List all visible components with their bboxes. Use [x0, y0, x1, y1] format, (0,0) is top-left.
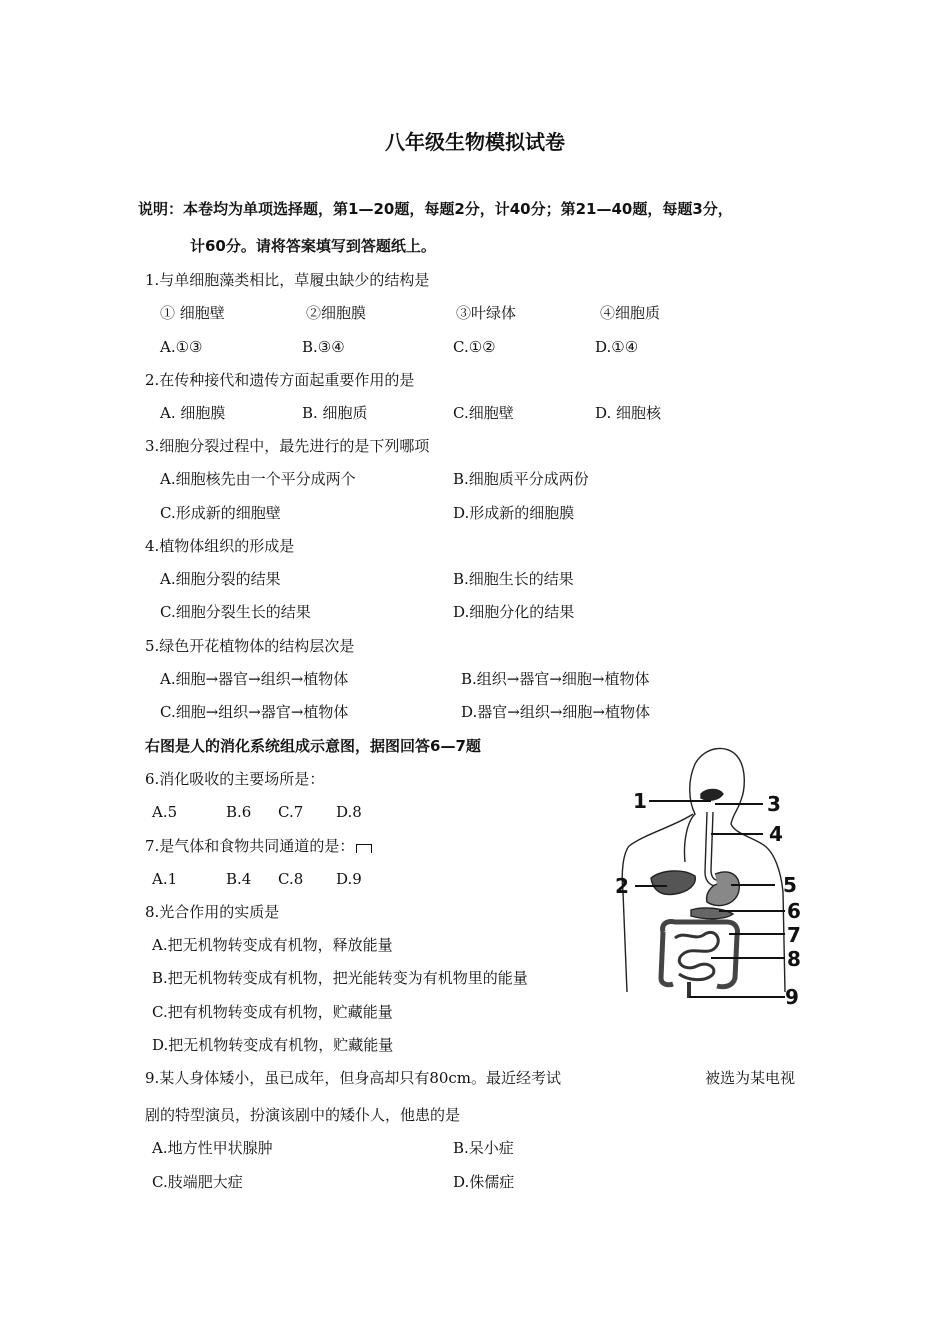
q7-stem-text: 7.是气体和食物共同通道的是：: [145, 837, 355, 855]
liver: [651, 871, 695, 895]
diagram-label: 5: [783, 873, 797, 897]
pharynx: [701, 790, 723, 801]
q1-option-a: A.①③: [160, 338, 203, 356]
diagram-label: 1: [633, 789, 647, 813]
q1-stem: 1.与单细胞藻类相比，草履虫缺少的结构是: [145, 271, 430, 289]
pancreas: [691, 908, 733, 919]
q4-option-a: A.细胞分裂的结果: [160, 570, 281, 588]
q1-item: ③叶绿体: [456, 304, 517, 322]
q2-option-c: C.细胞壁: [453, 404, 514, 422]
q3-option-c: C.形成新的细胞壁: [160, 504, 281, 522]
q1-option-b: B.③④: [302, 338, 345, 356]
large-intestine: [663, 921, 738, 986]
q9-option-d: D.侏儒症: [453, 1173, 515, 1191]
q7-option-c: C.8: [278, 870, 304, 888]
q8-option-b: B.把无机物转变成有机物，把光能转变为有机物里的能量: [152, 969, 528, 987]
q1-item: ① 细胞壁: [160, 304, 225, 322]
q3-option-a: A.细胞核先由一个平分成两个: [160, 470, 356, 488]
q1-item: ④细胞质: [600, 304, 661, 322]
small-intestine: [675, 932, 718, 979]
q3-option-b: B.细胞质平分成两份: [453, 470, 589, 488]
answer-blank: [356, 844, 372, 853]
q5-option-b: B.组织→器官→细胞→植物体: [461, 670, 650, 688]
q2-option-b: B. 细胞质: [302, 404, 368, 422]
q4-option-b: B.细胞生长的结果: [453, 570, 574, 588]
q4-option-d: D.细胞分化的结果: [453, 603, 575, 621]
digestive-system-diagram: [615, 742, 815, 1012]
diagram-label: 3: [767, 792, 781, 816]
q5-option-c: C.细胞→组织→器官→植物体: [160, 703, 349, 721]
figure-note: 右图是人的消化系统组成示意图，据图回答6—7题: [145, 737, 481, 755]
q2-stem: 2.在传种接代和遗传方面起重要作用的是: [145, 371, 415, 389]
q9-option-a: A.地方性甲状腺肿: [152, 1139, 273, 1157]
diagram-label: 7: [787, 923, 801, 947]
q1-option-c: C.①②: [453, 338, 496, 356]
diagram-label: 9: [785, 985, 799, 1009]
q6-option-a: A.5: [152, 803, 178, 821]
q6-option-d: D.8: [336, 803, 362, 821]
q8-option-a: A.把无机物转变成有机物，释放能量: [152, 936, 393, 954]
diagram-label: 4: [769, 822, 783, 846]
q8-stem: 8.光合作用的实质是: [145, 903, 280, 921]
stomach: [707, 872, 740, 906]
q9-stem-part-3: 剧的特型演员，扮演该剧中的矮仆人，他患的是: [145, 1106, 461, 1124]
q7-option-b: B.4: [226, 870, 252, 888]
diagram-label: 6: [787, 899, 801, 923]
q9-stem-part-2: 被选为某电视: [705, 1069, 796, 1087]
page-title: 八年级生物模拟试卷: [385, 130, 565, 154]
q7-option-d: D.9: [336, 870, 362, 888]
q4-stem: 4.植物体组织的形成是: [145, 537, 295, 555]
instructions-line-2: 计60分。请将答案填写到答题纸上。: [190, 237, 436, 255]
q7-option-a: A.1: [152, 870, 178, 888]
diagram-label: 2: [615, 874, 629, 898]
instructions-line-1: 说明：本卷均为单项选择题，第1—20题，每题2分，计40分；第21—40题，每题3分，: [138, 200, 733, 218]
q2-option-a: A. 细胞膜: [160, 404, 226, 422]
q2-option-d: D. 细胞核: [595, 404, 662, 422]
q9-stem-part-1: 9.某人身体矮小，虽已成年，但身高却只有80cm。最近经考试: [145, 1069, 562, 1087]
q3-stem: 3.细胞分裂过程中，最先进行的是下列哪项: [145, 437, 430, 455]
q6-stem: 6.消化吸收的主要场所是：: [145, 770, 325, 788]
diagram-label: 8: [787, 947, 801, 971]
q5-option-d: D.器官→组织→细胞→植物体: [461, 703, 650, 721]
q6-option-c: C.7: [278, 803, 304, 821]
q1-item: ②细胞膜: [306, 304, 367, 322]
q8-option-d: D.把无机物转变成有机物，贮藏能量: [152, 1036, 394, 1054]
q5-option-a: A.细胞→器官→组织→植物体: [160, 670, 349, 688]
q9-option-b: B.呆小症: [453, 1139, 514, 1157]
q4-option-c: C.细胞分裂生长的结果: [160, 603, 311, 621]
q1-option-d: D.①④: [595, 338, 639, 356]
q6-option-b: B.6: [226, 803, 252, 821]
q7-stem: [145, 836, 372, 856]
q8-option-c: C.把有机物转变成有机物，贮藏能量: [152, 1003, 393, 1021]
q9-option-c: C.肢端肥大症: [152, 1173, 243, 1191]
q5-stem: 5.绿色开花植物体的结构层次是: [145, 637, 355, 655]
q3-option-d: D.形成新的细胞膜: [453, 504, 575, 522]
